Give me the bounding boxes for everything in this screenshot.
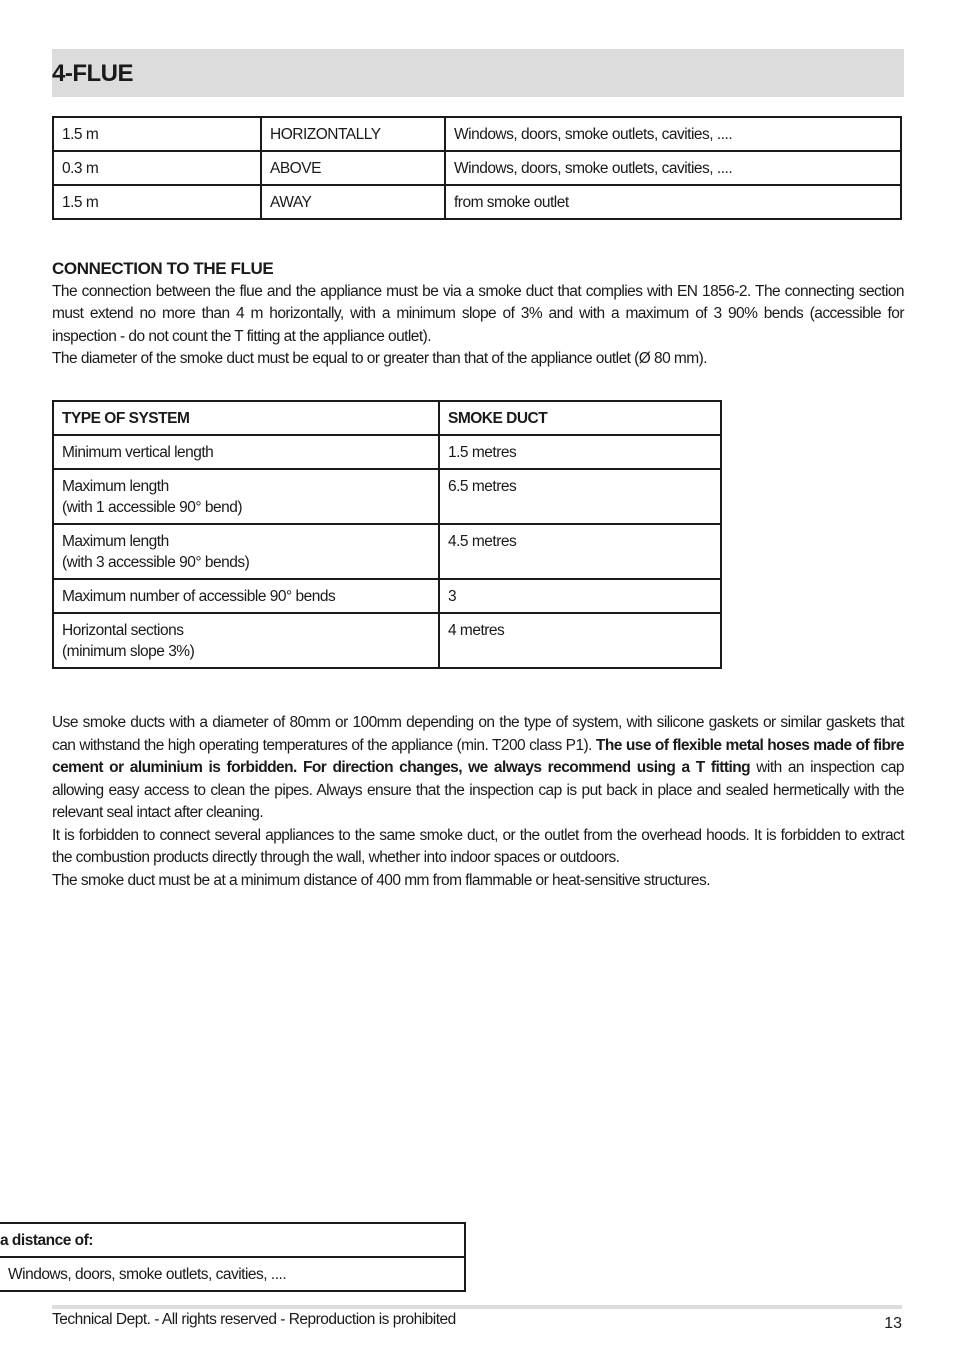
partial-distance-table: [0, 1222, 466, 1292]
table-cell: AWAY: [261, 185, 445, 219]
table-cell: Windows, doors, smoke outlets, cavities, ....: [445, 151, 901, 185]
footer-text: Technical Dept. - All rights reserved - Reproduction is prohibited: [52, 1311, 456, 1328]
table-header-row: [0, 1223, 465, 1257]
table-header-row: [53, 401, 721, 435]
usage-text: with an inspection cap allowing easy access to clean the pipes. Always ensure that the inspection cap is put back in place and sealed hermetically with the relevant seal intact after cleaning.: [52, 759, 904, 821]
row-label: Maximum length: [62, 478, 169, 495]
column-header: TYPE OF SYSTEM: [53, 401, 439, 435]
table-cell: 0.3 m: [53, 151, 261, 185]
table-row: [53, 524, 721, 579]
table-cell: [53, 579, 439, 613]
usage-paragraph-1: [52, 712, 904, 825]
table-row: [53, 185, 901, 219]
row-sublabel: (with 1 accessible 90° bend): [62, 499, 243, 516]
table-cell: 4.5 metres: [439, 524, 721, 579]
column-header: a distance of:: [0, 1223, 465, 1257]
table-row: [53, 151, 901, 185]
table-cell: Windows, doors, smoke outlets, cavities, ....: [445, 117, 901, 151]
table-cell: [53, 613, 439, 668]
table-cell: 1.5 m: [53, 117, 261, 151]
table-cell: ABOVE: [261, 151, 445, 185]
table-row: [53, 613, 721, 668]
connection-paragraph-2: The diameter of the smoke duct must be equal to or greater than that of the appliance outlet (Ø 80 mm).: [52, 350, 708, 367]
table-cell: 1.5 m: [53, 185, 261, 219]
connection-paragraph-1: The connection between the flue and the appliance must be via a smoke duct that complies with EN 1856-2. The connecting section must extend no more than 4 m horizontally, with a minimum slope of 3% and with a maximum of 3 90% bends (accessible for inspection - do not count the T fitting at the appliance outlet).: [52, 282, 904, 345]
connection-heading: CONNECTION TO THE FLUE: [52, 259, 274, 278]
connection-section: [52, 258, 904, 371]
row-sublabel: (with 3 accessible 90° bends): [62, 554, 250, 571]
usage-warning: The use of flexible metal hoses made of fibre cement or aluminium is forbidden. For direction changes, we always recommend using a T fitting: [52, 736, 904, 776]
table-cell: 4 metres: [439, 613, 721, 668]
usage-text: Use smoke ducts with a diameter of 80mm or 100mm depending on the type of system, with silicone gaskets or similar gaskets that can withstand the high operating temperatures of the appliance (min. T200 class P1).: [52, 714, 904, 754]
table-cell: 6.5 metres: [439, 469, 721, 524]
table-cell: from smoke outlet: [445, 185, 901, 219]
row-sublabel: (minimum slope 3%): [62, 643, 195, 660]
section-title: 4-FLUE: [52, 60, 133, 87]
table-row: [53, 469, 721, 524]
row-label: Maximum length: [62, 533, 169, 550]
distance-table: [52, 116, 902, 220]
table-row: [0, 1257, 465, 1291]
table-cell: 1.5 metres: [439, 435, 721, 469]
system-table: [52, 400, 722, 669]
table-cell: [53, 435, 439, 469]
row-label: Minimum vertical length: [62, 444, 214, 461]
usage-paragraph-2: It is forbidden to connect several appliances to the same smoke duct, or the outlet from the overhead hoods. It is forbidden to extract the combustion products directly through the wall, whether into indoor spaces or outdoors.: [52, 826, 904, 866]
table-cell: 3: [439, 579, 721, 613]
table-cell: [53, 524, 439, 579]
table-row: [53, 435, 721, 469]
page-number: 13: [884, 1315, 902, 1332]
usage-paragraph-3: The smoke duct must be at a minimum distance of 400 mm from flammable or heat-sensitive structures.: [52, 871, 710, 889]
table-row: [53, 579, 721, 613]
section-header-band: [52, 49, 904, 97]
column-header: SMOKE DUCT: [439, 401, 721, 435]
table-cell: HORIZONTALLY: [261, 117, 445, 151]
footer-divider: [52, 1305, 902, 1309]
table-row: [53, 117, 901, 151]
usage-section: [52, 712, 904, 892]
table-cell: [53, 469, 439, 524]
table-cell: Windows, doors, smoke outlets, cavities, ....: [0, 1257, 465, 1291]
row-label: Horizontal sections: [62, 622, 184, 639]
row-label: Maximum number of accessible 90° bends: [62, 588, 336, 605]
